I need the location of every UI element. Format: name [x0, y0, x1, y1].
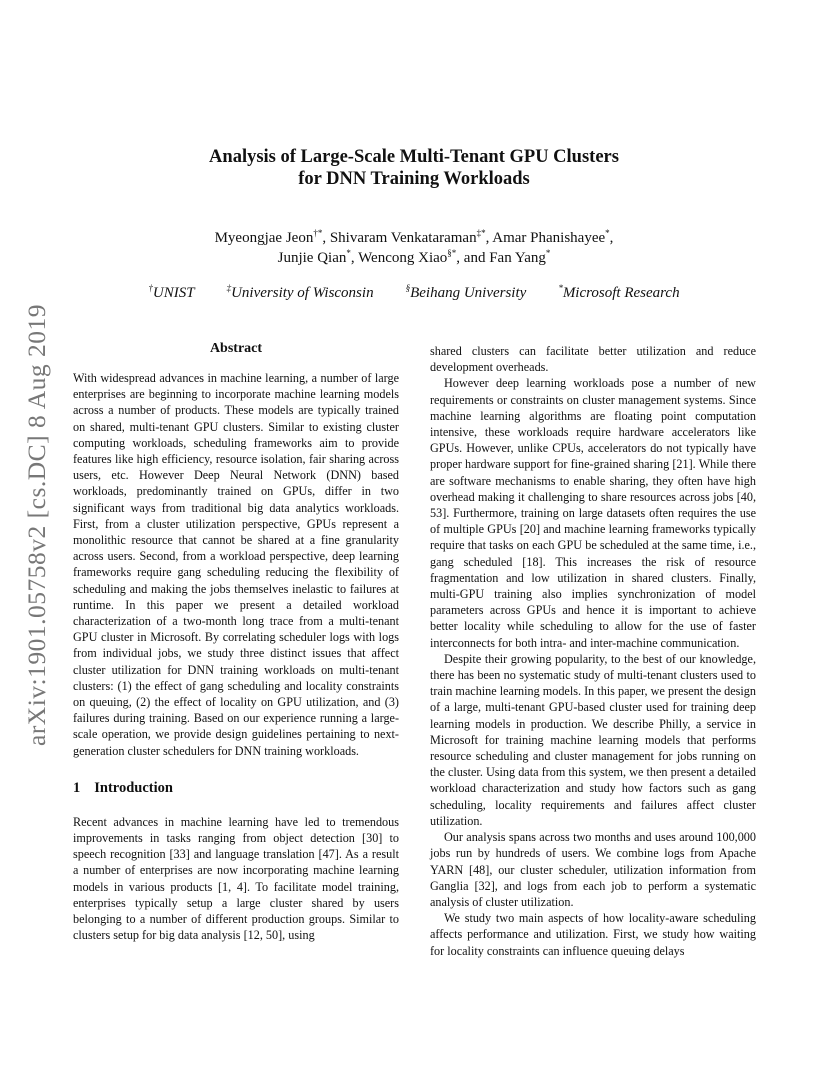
affiliation-name: Microsoft Research [562, 285, 680, 301]
affiliation-name: Beihang University [410, 285, 527, 301]
author-mark: * [346, 248, 351, 258]
body-paragraph: shared clusters can facilitate better utilization and reduce development overheads. [430, 344, 756, 375]
author-name: , Amar Phanishayee [485, 230, 606, 246]
section-title: Introduction [94, 779, 173, 796]
author-mark: * [605, 228, 610, 238]
body-paragraph: Despite their growing popularity, to the best of our knowledge, there has been no systematic study of multi-tenant clusters used to train machine learning models. In this paper, we present the design of a large, multi-tenant GPU-based cluster used for training deep learning models in production. We describe Philly, a service in Microsoft for training machine learning models that performs resource scheduling and cluster management for jobs running on the cluster. Using data from this system, we then present a detailed workload characterization and study how factors such as gang scheduling, locality requirements and failures affect cluster utilization. [430, 651, 756, 828]
affiliation [558, 285, 679, 302]
author-name: , and Fan Yang [456, 250, 546, 266]
author-name: Junjie Qian [277, 250, 347, 266]
body-paragraph: Our analysis spans across two months and uses around 100,000 jobs run by hundreds of users. We combine logs from Apache YARN [48], our cluster scheduler, utilization information from Ganglia [32], and logs from each job to perform a systematic analysis of cluster utilization. [430, 830, 756, 909]
title-line-1: Analysis of Large-Scale Multi-Tenant GPU Clusters [209, 147, 619, 167]
author-mark: †* [313, 228, 323, 238]
section-heading-introduction [73, 779, 399, 797]
arxiv-identifier-stamp: arXiv:1901.05758v2 [cs.DC] 8 Aug 2019 [22, 303, 51, 747]
body-paragraph: However deep learning workloads pose a number of new requirements or constraints on cluster management systems. Since machine learning algorithms are floating point computation intensive, these workloads require hardware accelerators like GPUs. However, unlike CPUs, accelerators do not typically have proper hardware support for fine-grained sharing [21]. While there are software mechanisms to enable sharing, they often have high overhead making it challenging to share resources across jobs [40, 53]. Furthermore, training on large datasets often requires the use of multiple GPUs [20] and machine learning frameworks typically require that tasks on each GPU be scheduled at the same time, i.e., gang scheduled [18]. This increases the risk of resource fragmentation and low utilization in shared clusters. Finally, multi-GPU training also implies synchronization of model parameters across GPUs and hence it is important to achieve better locality while scheduling to allow for the use of faster interconnects for both intra- and inter-machine communication. [430, 376, 756, 650]
author-line-1 [120, 228, 708, 248]
affiliation-mark: § [405, 283, 411, 293]
affiliation [148, 285, 194, 302]
affiliation-mark: * [558, 283, 563, 293]
author-name: , Shivaram Venkataraman [322, 230, 477, 246]
author-list [120, 228, 708, 268]
author-mark: ‡* [476, 228, 486, 238]
affiliation-mark: † [148, 283, 153, 293]
intro-paragraph-1: Recent advances in machine learning have led to tremendous improvements in tasks ranging from object detection [30] to speech recognition [33] and language translation [47]. As a result a number of enterprises are now incorporating machine learning models in various products [1, 4]. To facilitate model training, enterprises typically setup a large cluster shared by users belonging to a number of different production groups. Similar to clusters setup for big data analysis [12, 50], using [73, 814, 399, 943]
right-column [430, 343, 756, 959]
paper-title [120, 146, 708, 190]
author-line-2 [120, 248, 708, 268]
body-paragraph: We study two main aspects of how locality-aware scheduling affects performance and utilization. First, we study how waiting for locality constraints can influence queuing delays [430, 911, 756, 958]
affiliation-mark: ‡ [226, 283, 232, 293]
author-name: , Wencong Xiao [350, 250, 448, 266]
affiliation-list [100, 285, 728, 302]
author-mark: §* [447, 248, 457, 258]
author-name: Myeongjae Jeon [214, 230, 314, 246]
affiliation [406, 285, 527, 302]
affiliation-name: University of Wisconsin [231, 285, 374, 301]
affiliation [227, 285, 374, 302]
abstract-heading: Abstract [209, 341, 263, 356]
affiliation-name: UNIST [152, 285, 195, 301]
section-number: 1 [73, 779, 81, 796]
author-mark: * [545, 248, 551, 258]
left-column [73, 340, 399, 944]
abstract-text: With widespread advances in machine learning, a number of large enterprises are beginning to incorporate machine learning models across a number of products. These models are typically trained on shared, multi-tenant GPU clusters. Similar to existing cluster computing workloads, scheduling frameworks aim to provide features like high efficiency, resource isolation, fair sharing across users, etc. However Deep Neural Network (DNN) based workloads, predominantly trained on GPUs, differ in two significant ways from traditional big data analytics workloads. First, from a cluster utilization perspective, GPUs represent a monolithic resource that cannot be shared at a fine granularity across users. Second, from a workload perspective, deep learning frameworks require gang scheduling reducing the flexibility of scheduling and making the jobs themselves inelastic to failures at runtime. In this paper we present a detailed workload characterization of a two-month long trace from a multi-tenant GPU cluster in Microsoft. By correlating scheduler logs with logs from individual jobs, we study three distinct issues that affect cluster utilization for DNN training workloads on multi-tenant clusters: (1) the effect of gang scheduling and locality constraints on queuing, (2) the effect of locality on GPU utilization, and (3) failures during training. Based on our experience running a large-scale operation, we provide design guidelines pertaining to next-generation cluster schedulers for DNN training workloads. [73, 371, 399, 758]
author-separator: , [609, 230, 614, 246]
title-line-2: for DNN Training Workloads [298, 169, 530, 189]
